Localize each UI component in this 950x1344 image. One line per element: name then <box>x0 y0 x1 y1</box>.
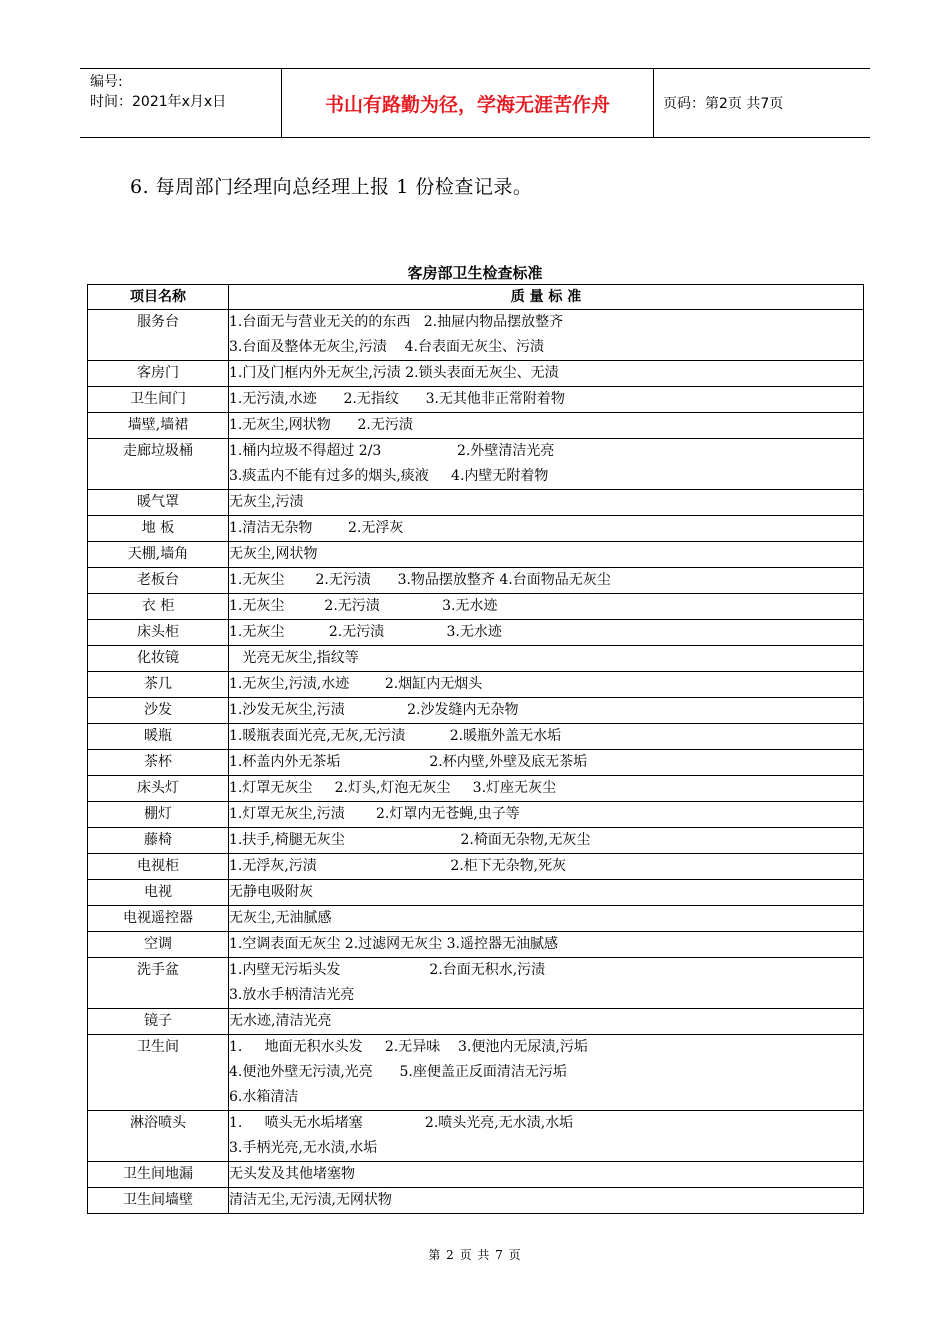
table-row <box>88 1035 864 1111</box>
quality-standard <box>229 802 864 828</box>
quality-standard <box>229 906 864 932</box>
table-title: 客房部卫生检查标准 <box>407 264 543 282</box>
item-name: 卫生间墙壁 <box>88 1188 229 1214</box>
item-name: 电视柜 <box>88 854 229 880</box>
standard-line: 1.内壁无污垢头发 2.台面无积水,污渍 <box>229 962 546 978</box>
table-row <box>88 568 864 594</box>
header-left <box>80 69 282 137</box>
table-row <box>88 490 864 516</box>
item-name: 淋浴喷头 <box>88 1111 229 1162</box>
quality-standard <box>229 387 864 413</box>
table-row <box>88 1162 864 1188</box>
quality-standard <box>229 880 864 906</box>
item-name: 地 板 <box>88 516 229 542</box>
page-footer: 第 2 页 共 7 页 <box>428 1248 522 1262</box>
table-row <box>88 802 864 828</box>
quality-standard <box>229 672 864 698</box>
table-row <box>88 413 864 439</box>
table-row <box>88 1188 864 1214</box>
item-name: 镜子 <box>88 1009 229 1035</box>
item-name: 服务台 <box>88 310 229 361</box>
item-name: 沙发 <box>88 698 229 724</box>
item-name: 衣 柜 <box>88 594 229 620</box>
standard-line: 光亮无灰尘,指纹等 <box>229 650 359 666</box>
quality-standard <box>229 1009 864 1035</box>
inspection-standards-table <box>87 284 864 1214</box>
item-name: 天棚,墙角 <box>88 542 229 568</box>
standard-line: 1. 喷头无水垢堵塞 2.喷头光亮,无水渍,水垢 <box>229 1115 574 1131</box>
quality-standard <box>229 1111 864 1162</box>
quality-standard <box>229 646 864 672</box>
intro-paragraph: 6. 每周部门经理向总经理上报 1 份检查记录。 <box>130 176 533 198</box>
item-name: 藤椅 <box>88 828 229 854</box>
standard-line: 无灰尘,污渍 <box>229 494 304 510</box>
table-row <box>88 828 864 854</box>
quality-standard <box>229 310 864 361</box>
quality-standard <box>229 932 864 958</box>
quality-standard <box>229 439 864 490</box>
quality-standard <box>229 1162 864 1188</box>
table-row <box>88 1009 864 1035</box>
table-row <box>88 646 864 672</box>
standard-line: 3.手柄光亮,无水渍,水垢 <box>229 1140 378 1156</box>
item-name: 床头柜 <box>88 620 229 646</box>
table-header-row <box>88 285 864 310</box>
standard-line: 4.便池外壁无污渍,光亮 5.座便盖正反面清洁无污垢 <box>229 1064 567 1080</box>
quality-standard <box>229 750 864 776</box>
code-label: 编号: <box>90 74 123 90</box>
standard-line: 3.痰盂内不能有过多的烟头,痰液 4.内壁无附着物 <box>229 468 549 484</box>
item-name: 走廊垃圾桶 <box>88 439 229 490</box>
standard-line: 1.沙发无灰尘,污渍 2.沙发缝内无杂物 <box>229 702 519 718</box>
standard-line: 1.灯罩无灰尘 2.灯头,灯泡无灰尘 3.灯座无灰尘 <box>229 780 557 796</box>
quality-standard <box>229 828 864 854</box>
standard-line: 无头发及其他堵塞物 <box>229 1166 355 1182</box>
header-item-name: 项目名称 <box>88 285 229 310</box>
header-quality-standard: 质 量 标 准 <box>229 285 864 310</box>
quality-standard <box>229 724 864 750</box>
quality-standard <box>229 620 864 646</box>
table-row <box>88 542 864 568</box>
standard-line: 1.空调表面无灰尘 2.过滤网无灰尘 3.遥控器无油腻感 <box>229 936 558 952</box>
item-name: 老板台 <box>88 568 229 594</box>
table-row <box>88 854 864 880</box>
item-name: 空调 <box>88 932 229 958</box>
standard-line: 1.无灰尘,污渍,水迹 2.烟缸内无烟头 <box>229 676 483 692</box>
standard-line: 1.台面无与营业无关的的东西 2.抽屉内物品摆放整齐 <box>229 314 564 330</box>
page-header <box>80 68 870 138</box>
table-row <box>88 932 864 958</box>
item-name: 棚灯 <box>88 802 229 828</box>
item-name: 墙壁,墙裙 <box>88 413 229 439</box>
quality-standard <box>229 776 864 802</box>
quality-standard <box>229 361 864 387</box>
standard-line: 1.无灰尘,网状物 2.无污渍 <box>229 417 413 433</box>
item-name: 洗手盆 <box>88 958 229 1009</box>
table-body <box>88 310 864 1214</box>
item-name: 暖气罩 <box>88 490 229 516</box>
table-row <box>88 594 864 620</box>
quality-standard <box>229 542 864 568</box>
standard-line: 1.无灰尘 2.无污渍 3.无水迹 <box>229 624 502 640</box>
item-name: 暖瓶 <box>88 724 229 750</box>
table-row <box>88 880 864 906</box>
table-row <box>88 620 864 646</box>
standard-line: 1.扶手,椅腿无灰尘 2.椅面无杂物,无灰尘 <box>229 832 591 848</box>
standard-line: 3.台面及整体无灰尘,污渍 4.台表面无灰尘、污渍 <box>229 339 544 355</box>
table-row <box>88 439 864 490</box>
standard-line: 1.清洁无杂物 2.无浮灰 <box>229 520 404 536</box>
table-row <box>88 1111 864 1162</box>
quality-standard <box>229 490 864 516</box>
standard-line: 1.门及门框内外无灰尘,污渍 2.锁头表面无灰尘、无渍 <box>229 365 559 381</box>
table-row <box>88 906 864 932</box>
table-row <box>88 698 864 724</box>
quality-standard <box>229 1188 864 1214</box>
standard-line: 1.灯罩无灰尘,污渍 2.灯罩内无苍蝇,虫子等 <box>229 806 520 822</box>
quality-standard <box>229 594 864 620</box>
standard-line: 无静电吸附灰 <box>229 884 313 900</box>
standard-line: 6.水箱清洁 <box>229 1089 299 1105</box>
item-name: 客房门 <box>88 361 229 387</box>
item-name: 卫生间门 <box>88 387 229 413</box>
header-motto: 书山有路勤为径，学海无涯苦作舟 <box>282 69 654 137</box>
standard-line: 无水迹,清洁光亮 <box>229 1013 332 1029</box>
standard-line: 1.暖瓶表面光亮,无灰,无污渍 2.暖瓶外盖无水垢 <box>229 728 562 744</box>
standard-line: 1.无灰尘 2.无污渍 3.物品摆放整齐 4.台面物品无灰尘 <box>229 572 611 588</box>
standard-line: 3.放水手柄清洁光亮 <box>229 987 355 1003</box>
standard-line: 1.桶内垃圾不得超过 2/3 2.外壁清洁光亮 <box>229 443 555 459</box>
table-row <box>88 516 864 542</box>
table-row <box>88 958 864 1009</box>
standard-line: 无灰尘,网状物 <box>229 546 318 562</box>
standard-line: 1.杯盖内外无茶垢 2.杯内壁,外壁及底无茶垢 <box>229 754 588 770</box>
table-row <box>88 750 864 776</box>
item-name: 电视 <box>88 880 229 906</box>
item-name: 电视遥控器 <box>88 906 229 932</box>
standard-line: 1.无污渍,水迹 2.无指纹 3.无其他非正常附着物 <box>229 391 565 407</box>
standard-line: 1. 地面无积水头发 2.无异味 3.便池内无尿渍,污垢 <box>229 1039 588 1055</box>
quality-standard <box>229 958 864 1009</box>
standard-line: 1.无浮灰,污渍 2.柜下无杂物,死灰 <box>229 858 567 874</box>
standard-line: 1.无灰尘 2.无污渍 3.无水迹 <box>229 598 498 614</box>
standard-line: 无灰尘,无油腻感 <box>229 910 332 926</box>
quality-standard <box>229 1035 864 1111</box>
item-name: 床头灯 <box>88 776 229 802</box>
time-label: 时间：2021年x月x日 <box>90 94 227 110</box>
item-name: 茶几 <box>88 672 229 698</box>
quality-standard <box>229 516 864 542</box>
table-row <box>88 361 864 387</box>
table-row <box>88 724 864 750</box>
quality-standard <box>229 698 864 724</box>
quality-standard <box>229 568 864 594</box>
item-name: 卫生间地漏 <box>88 1162 229 1188</box>
table-row <box>88 776 864 802</box>
item-name: 茶杯 <box>88 750 229 776</box>
table-row <box>88 672 864 698</box>
table-row <box>88 387 864 413</box>
table-row <box>88 310 864 361</box>
header-page-label: 页码：第2页 共7页 <box>663 96 784 112</box>
quality-standard <box>229 413 864 439</box>
item-name: 卫生间 <box>88 1035 229 1111</box>
quality-standard <box>229 854 864 880</box>
standard-line: 清洁无尘,无污渍,无网状物 <box>229 1192 392 1208</box>
item-name: 化妆镜 <box>88 646 229 672</box>
